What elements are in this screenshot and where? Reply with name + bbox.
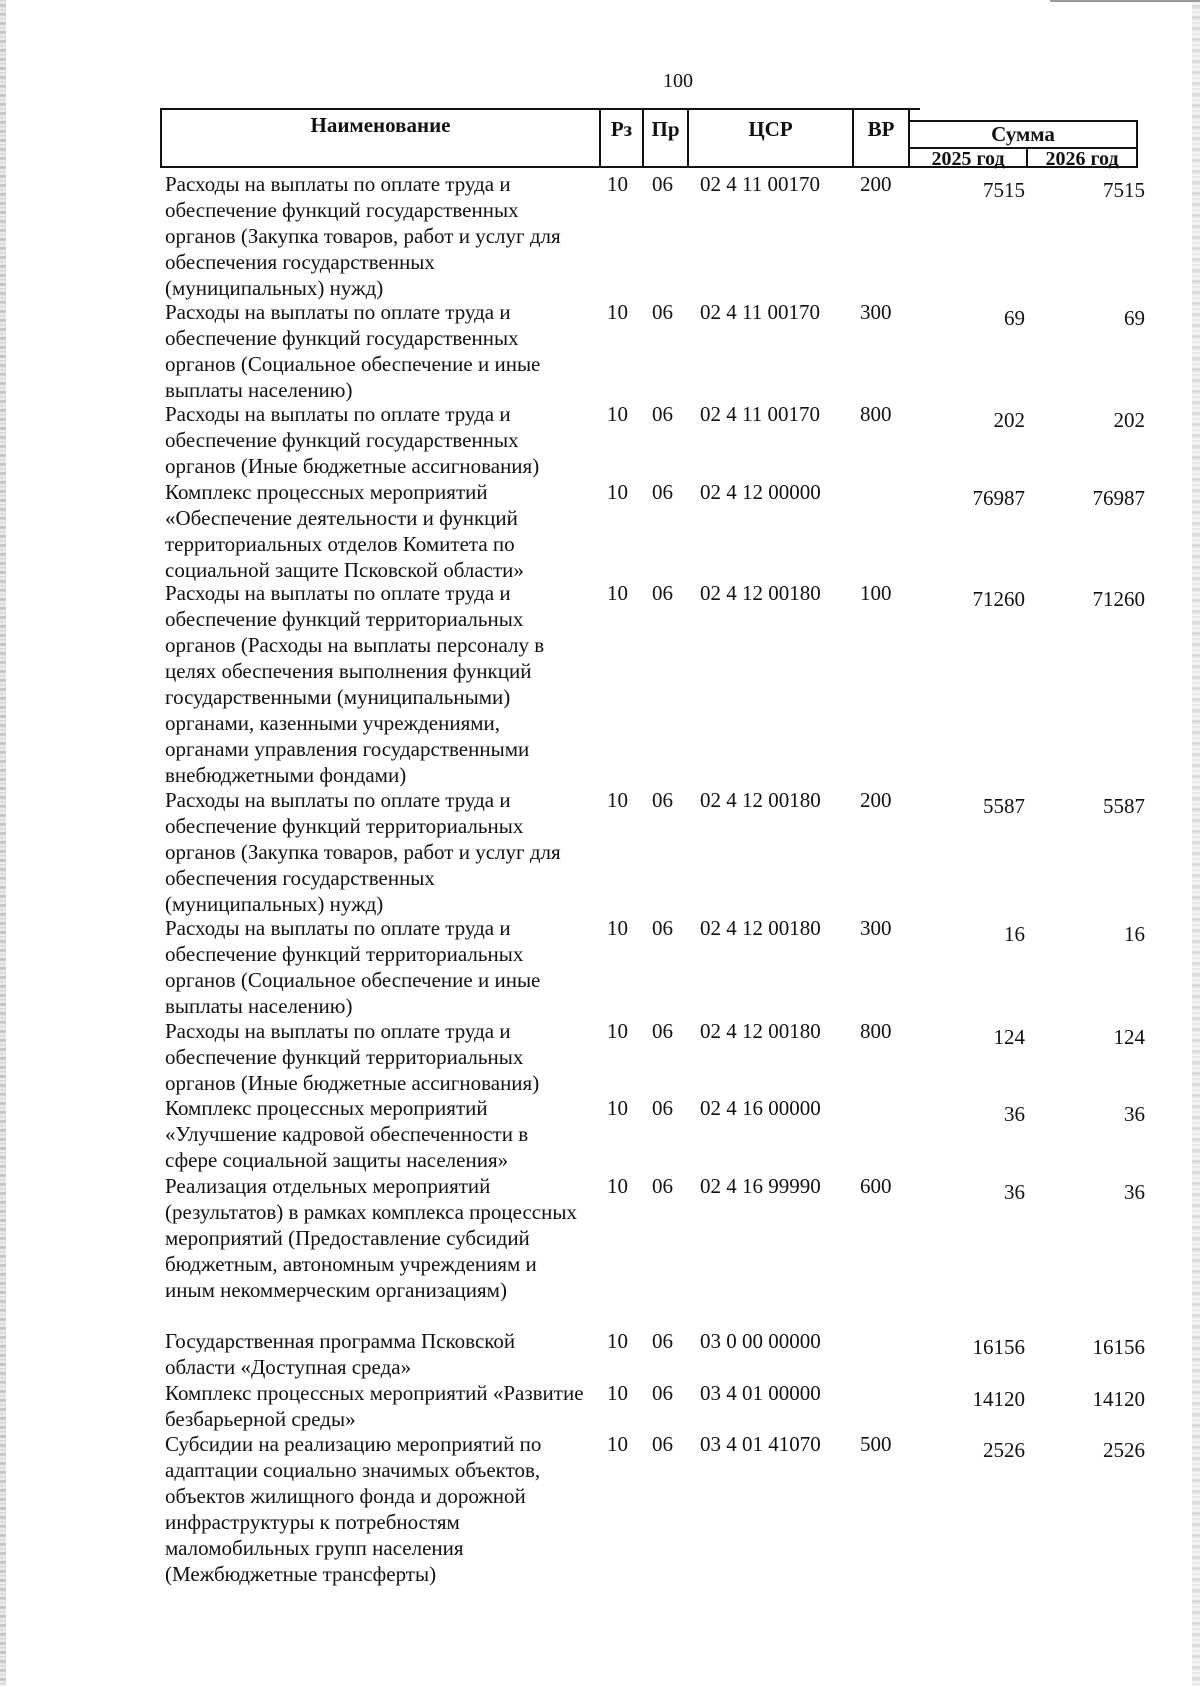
row-csr: 02 4 12 00180 [700,1019,821,1043]
row-csr: 02 4 12 00180 [700,581,821,605]
row-amount-2025: 36 [1004,1180,1025,1204]
row-name: Субсидии на реализацию мероприятий по адаптации социально значимых объектов, объектов жилищного фонда и дорожной инфраструктуры к потребностям маломобильных групп населения (Межбюджетные трансферты) [165,1432,542,1586]
row-rz: 10 [607,300,628,324]
row-pr: 06 [652,788,673,812]
row-vr: 600 [860,1174,892,1198]
row-vr: 500 [860,1432,892,1456]
header-rz: Рз [610,117,633,141]
row-amount-2026: 14120 [1092,1387,1145,1411]
row-vr: 100 [860,581,892,605]
row-amount-2026: 202 [1113,408,1145,432]
row-amount-2025: 7515 [983,178,1025,202]
row-pr: 06 [652,916,673,940]
row-pr: 06 [652,581,673,605]
row-rz: 10 [607,581,628,605]
row-amount-2026: 16 [1124,922,1145,946]
header-top-border [160,108,920,110]
header-sum: Сумма [991,122,1055,146]
row-rz: 10 [607,1381,628,1405]
row-rz: 10 [607,402,628,426]
row-name: Реализация отдельных мероприятий (результатов) в рамках комплекса процессных мероприятий (Предоставление субсидий бюджетным, автономным учреждениям и иным некоммерческим организациям) [165,1174,577,1302]
row-vr: 200 [860,788,892,812]
row-csr: 03 4 01 41070 [700,1432,821,1456]
row-csr: 02 4 16 00000 [700,1096,821,1120]
row-amount-2025: 5587 [983,794,1025,818]
row-rz: 10 [607,1432,628,1456]
row-name: Расходы на выплаты по оплате труда и обеспечение функций территориальных органов (Закупка товаров, работ и услуг для обеспечения государственных (муниципальных) нужд) [165,788,561,916]
row-vr: 300 [860,300,892,324]
row-pr: 06 [652,1329,673,1353]
row-name: Расходы на выплаты по оплате труда и обеспечение функций государственных органов (Закупка товаров, работ и услуг для обеспечения государственных (муниципальных) нужд) [165,172,561,300]
row-amount-2025: 202 [993,408,1025,432]
row-amount-2025: 36 [1004,1102,1025,1126]
row-name: Комплекс процессных мероприятий «Улучшение кадровой обеспеченности в сфере социальной защиты населения» [165,1096,529,1172]
scan-edge-left [0,0,6,1686]
row-amount-2026: 36 [1124,1180,1145,1204]
row-amount-2025: 16 [1004,922,1025,946]
row-vr: 200 [860,172,892,196]
row-csr: 03 0 00 00000 [700,1329,821,1353]
header-name: Наименование [310,113,451,137]
scan-edge-top [1050,0,1200,2]
page-number: 100 [663,70,693,92]
row-amount-2026: 124 [1113,1025,1145,1049]
row-pr: 06 [652,172,673,196]
row-amount-2026: 2526 [1103,1438,1145,1462]
row-rz: 10 [607,1329,628,1353]
row-rz: 10 [607,916,628,940]
row-rz: 10 [607,480,628,504]
row-pr: 06 [652,1096,673,1120]
row-name: Расходы на выплаты по оплате труда и обеспечение функций государственных органов (Иные бюджетные ассигнования) [165,402,540,478]
row-csr: 02 4 11 00170 [700,300,820,324]
row-amount-2026: 76987 [1092,486,1145,510]
row-csr: 02 4 11 00170 [700,172,820,196]
row-csr: 02 4 12 00000 [700,480,821,504]
row-csr: 02 4 11 00170 [700,402,820,426]
row-pr: 06 [652,402,673,426]
row-rz: 10 [607,172,628,196]
row-name: Расходы на выплаты по оплате труда и обеспечение функций территориальных органов (Социальное обеспечение и иные выплаты населению) [165,916,541,1018]
row-amount-2025: 16156 [972,1335,1025,1359]
row-amount-2025: 71260 [972,587,1025,611]
row-name: Комплекс процессных мероприятий «Развитие безбарьерной среды» [165,1381,584,1431]
row-pr: 06 [652,480,673,504]
row-pr: 06 [652,1019,673,1043]
row-csr: 02 4 16 99990 [700,1174,821,1198]
row-amount-2026: 71260 [1092,587,1145,611]
row-rz: 10 [607,1174,628,1198]
row-vr: 300 [860,916,892,940]
scan-edge-right [1192,0,1200,1686]
row-pr: 06 [652,1432,673,1456]
row-amount-2026: 16156 [1092,1335,1145,1359]
row-csr: 02 4 12 00180 [700,916,821,940]
row-vr: 800 [860,1019,892,1043]
header-vr: ВР [867,117,895,141]
row-csr: 02 4 12 00180 [700,788,821,812]
row-vr: 800 [860,402,892,426]
row-rz: 10 [607,1096,628,1120]
row-pr: 06 [652,1381,673,1405]
header-year-2026: 2026 год [1045,148,1119,170]
row-amount-2025: 76987 [972,486,1025,510]
row-amount-2026: 5587 [1103,794,1145,818]
header-col-border [1136,120,1138,167]
row-pr: 06 [652,300,673,324]
row-name: Расходы на выплаты по оплате труда и обеспечение функций государственных органов (Социальное обеспечение и иные выплаты населению) [165,300,541,402]
row-amount-2026: 7515 [1103,178,1145,202]
row-amount-2026: 36 [1124,1102,1145,1126]
row-name: Расходы на выплаты по оплате труда и обеспечение функций территориальных органов (Иные бюджетные ассигнования) [165,1019,540,1095]
row-amount-2025: 124 [993,1025,1025,1049]
row-csr: 03 4 01 00000 [700,1381,821,1405]
header-csr: ЦСР [748,117,793,141]
header-year-2025: 2025 год [931,148,1005,170]
row-amount-2025: 2526 [983,1438,1025,1462]
row-name: Расходы на выплаты по оплате труда и обеспечение функций территориальных органов (Расходы на выплаты персоналу в целях обеспечения выполнения функций государственными (муниципальными) органами, казенными учреждениями, органами управления государственными внебюджетными фондами) [165,581,545,787]
row-name: Государственная программа Псковской области «Доступная среда» [165,1329,516,1379]
row-name: Комплекс процессных мероприятий «Обеспечение деятельности и функций территориальных отделов Комитета по социальной защите Псковской области» [165,480,524,582]
row-amount-2025: 69 [1004,306,1025,330]
row-pr: 06 [652,1174,673,1198]
row-amount-2026: 69 [1124,306,1145,330]
header-pr: Пр [651,117,680,141]
row-amount-2025: 14120 [972,1387,1025,1411]
row-rz: 10 [607,1019,628,1043]
row-rz: 10 [607,788,628,812]
